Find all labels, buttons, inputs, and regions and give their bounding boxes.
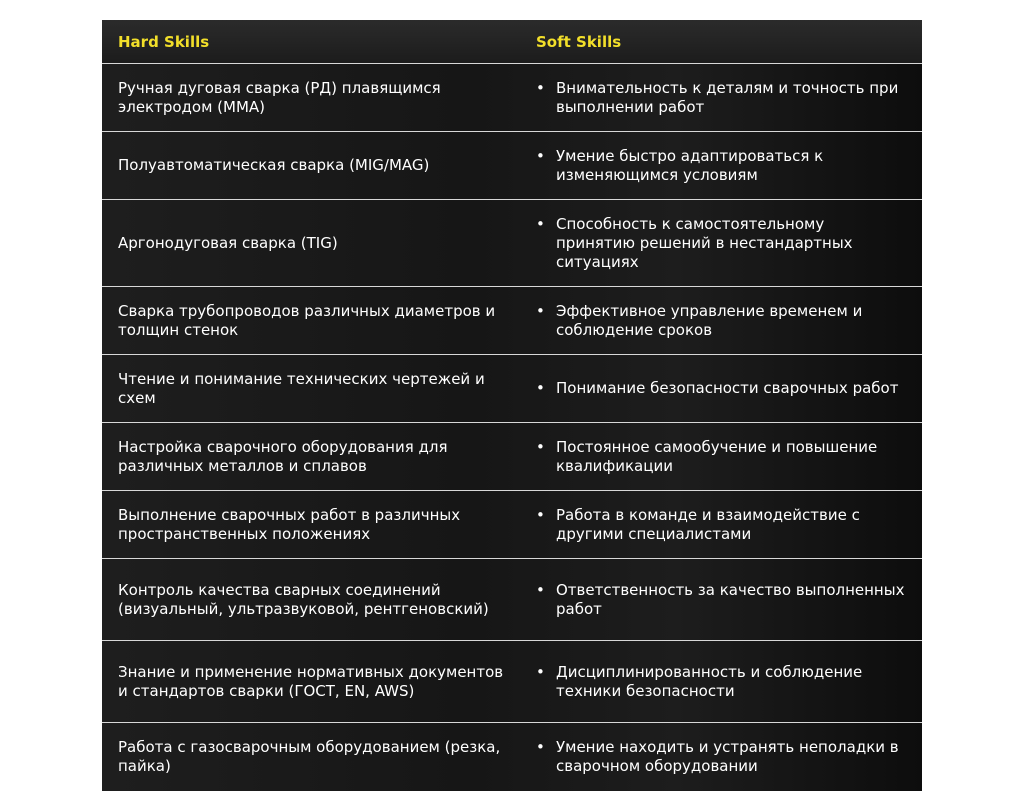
soft-skill-cell	[520, 723, 922, 791]
soft-skill-cell	[520, 287, 922, 355]
soft-skill-text: Умение быстро адаптироваться к изменяющимся условиям	[556, 146, 824, 184]
soft-skill-cell	[520, 559, 922, 641]
soft-skill-text: Способность к самостоятельному принятию решений в нестандартных ситуациях	[556, 214, 853, 271]
soft-skill-cell	[520, 423, 922, 491]
soft-skill-text: Работа в команде и взаимодействие с другими специалистами	[556, 505, 860, 543]
soft-skill-cell	[520, 64, 922, 132]
table-row	[102, 287, 922, 355]
bullet-icon: •	[536, 146, 545, 165]
soft-skill-cell	[520, 641, 922, 723]
table-row	[102, 491, 922, 559]
hard-skill-cell: Ручная дуговая сварка (РД) плавящимся электродом (ММА)	[102, 64, 520, 132]
soft-skill-text: Внимательность к деталям и точность при выполнении работ	[556, 78, 899, 116]
hard-skill-cell: Аргонодуговая сварка (TIG)	[102, 200, 520, 287]
hard-skill-cell: Полуавтоматическая сварка (MIG/MAG)	[102, 132, 520, 200]
bullet-icon: •	[536, 214, 545, 233]
table-row	[102, 355, 922, 423]
table-row	[102, 132, 922, 200]
soft-skills-header: Soft Skills	[520, 20, 922, 64]
hard-skill-cell: Настройка сварочного оборудования для различных металлов и сплавов	[102, 423, 520, 491]
hard-skill-cell: Работа с газосварочным оборудованием (резка, пайка)	[102, 723, 520, 791]
bullet-icon: •	[536, 78, 545, 97]
bullet-icon: •	[536, 662, 545, 681]
table-row	[102, 64, 922, 132]
soft-skill-text: Ответственность за качество выполненных работ	[556, 580, 905, 618]
table-row	[102, 559, 922, 641]
bullet-icon: •	[536, 437, 545, 456]
bullet-icon: •	[536, 505, 545, 524]
hard-skill-cell: Чтение и понимание технических чертежей и схем	[102, 355, 520, 423]
soft-skill-cell	[520, 491, 922, 559]
hard-skill-cell: Знание и применение нормативных документов и стандартов сварки (ГОСТ, EN, AWS)	[102, 641, 520, 723]
table-row	[102, 641, 922, 723]
skills-table-container	[102, 20, 922, 791]
bullet-icon: •	[536, 737, 545, 756]
soft-skill-cell	[520, 132, 922, 200]
bullet-icon: •	[536, 379, 545, 397]
soft-skill-cell	[520, 200, 922, 287]
table-header-row	[102, 20, 922, 64]
hard-skill-cell: Выполнение сварочных работ в различных пространственных положениях	[102, 491, 520, 559]
soft-skill-text: Умение находить и устранять неполадки в сварочном оборудовании	[556, 737, 899, 775]
soft-skill-text: Постоянное самообучение и повышение квалификации	[556, 437, 878, 475]
table-row	[102, 200, 922, 287]
bullet-icon: •	[536, 301, 545, 320]
soft-skill-text: Дисциплинированность и соблюдение техники безопасности	[556, 662, 863, 700]
soft-skill-text: Эффективное управление временем и соблюдение сроков	[556, 301, 863, 339]
soft-skill-cell	[520, 355, 922, 423]
hard-skill-cell: Сварка трубопроводов различных диаметров и толщин стенок	[102, 287, 520, 355]
hard-skill-cell: Контроль качества сварных соединений (визуальный, ультразвуковой, рентгеновский)	[102, 559, 520, 641]
table-row	[102, 423, 922, 491]
soft-skill-text: Понимание безопасности сварочных работ	[556, 379, 899, 397]
skills-table	[102, 20, 922, 791]
hard-skills-header: Hard Skills	[102, 20, 520, 64]
table-row	[102, 723, 922, 791]
bullet-icon: •	[536, 580, 545, 599]
